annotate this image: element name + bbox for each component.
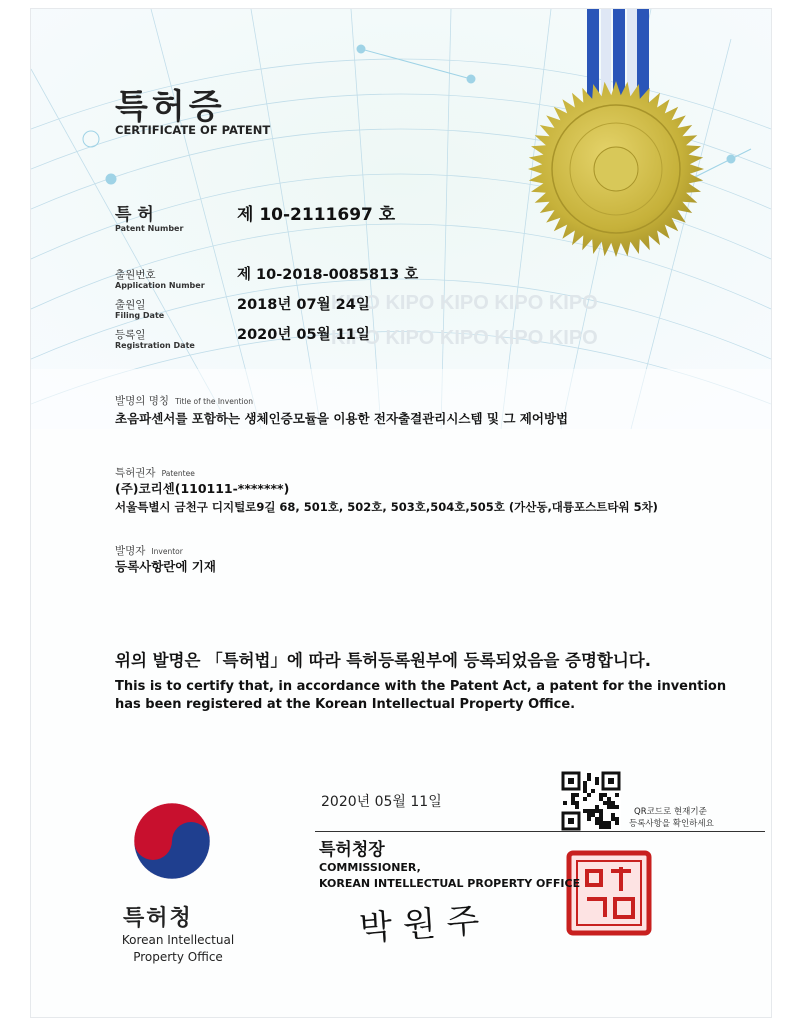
certification-en-line2: has been registered at the Korean Intellectual Property Office.: [115, 697, 576, 712]
gold-seal: [528, 81, 704, 257]
registration-date-label-en: Registration Date: [115, 341, 195, 350]
commissioner-title-en-line2: KOREAN INTELLECTUAL PROPERTY OFFICE: [319, 877, 581, 890]
invention-title: 초음파센서를 포함하는 생체인증모듈을 이용한 전자출결관리시스템 및 그 제어방법: [115, 411, 569, 426]
office-name-kr: 특허청: [123, 906, 193, 931]
application-number: 제 10-2018-0085813 호: [237, 267, 419, 283]
patentee-label: 특허권자: [115, 467, 156, 479]
patent-number: 제 10-2111697 호: [237, 205, 396, 225]
registration-date-label: 등록일: [115, 329, 146, 341]
patentee-label-en: Patentee: [161, 469, 195, 478]
invention-heading: [115, 389, 253, 408]
svg-text:KIPO KIPO KIPO KIPO KIPO: KIPO KIPO KIPO KIPO KIPO: [331, 292, 598, 314]
certificate-title: 특허증: [115, 87, 226, 127]
invention-label-en: Title of the Invention: [175, 397, 253, 406]
filing-date-label-en: Filing Date: [115, 311, 165, 320]
patent-label: 특 허: [115, 205, 154, 225]
inventor-heading: [115, 539, 183, 558]
certificate-page: [30, 8, 772, 1018]
qr-note-line2: 등록사항을 확인하세요: [629, 819, 714, 829]
certification-kr: 위의 발명은 「특허법」에 따라 특허등록원부에 등록되었음을 증명합니다.: [115, 651, 651, 670]
patentee-heading: [115, 461, 195, 480]
kipo-emblem: [134, 803, 210, 879]
application-label-en: Application Number: [115, 281, 205, 290]
issue-date: 2020년 05월 11일: [321, 794, 442, 810]
patent-label-en: Patent Number: [115, 224, 184, 233]
office-name-en-line1: Korean Intellectual: [121, 933, 235, 947]
svg-text:KIPO KIPO KIPO KIPO KIPO: KIPO KIPO KIPO KIPO KIPO: [331, 327, 598, 349]
commissioner-title-en-line1: COMMISSIONER,: [319, 861, 421, 874]
certification-en-line1: This is to certify that, in accordance with the Patent Act, a patent for the invention: [115, 679, 727, 694]
commissioner-signature: 박 원 주: [357, 900, 481, 950]
application-label: 출원번호: [115, 269, 156, 281]
office-name-en-line2: Property Office: [133, 950, 223, 964]
qr-code[interactable]: [561, 771, 621, 831]
inventor-label-en: Inventor: [151, 547, 183, 556]
signature-line: [315, 831, 765, 832]
patentee-name: (주)코리센(110111-*******): [115, 481, 290, 496]
invention-label: 발명의 명칭: [115, 395, 170, 407]
filing-date: 2018년 07월 24일: [237, 297, 370, 313]
registration-date: 2020년 05월 11일: [237, 327, 370, 343]
inventor-label: 발명자: [115, 545, 146, 557]
filing-date-label: 출원일: [115, 299, 146, 311]
qr-note-line1: QR코드로 현재기준: [634, 807, 707, 817]
patentee-address: 서울특별시 금천구 디지털로9길 68, 501호, 502호, 503호,504호,505호 (가산동,대륭포스트타워 5차): [115, 500, 658, 514]
commissioner-title: 특허청장: [319, 840, 385, 860]
inventor-value: 등록사항란에 기재: [115, 559, 216, 574]
certificate-title-en: CERTIFICATE OF PATENT: [115, 123, 271, 137]
official-seal-stamp: [569, 853, 649, 933]
